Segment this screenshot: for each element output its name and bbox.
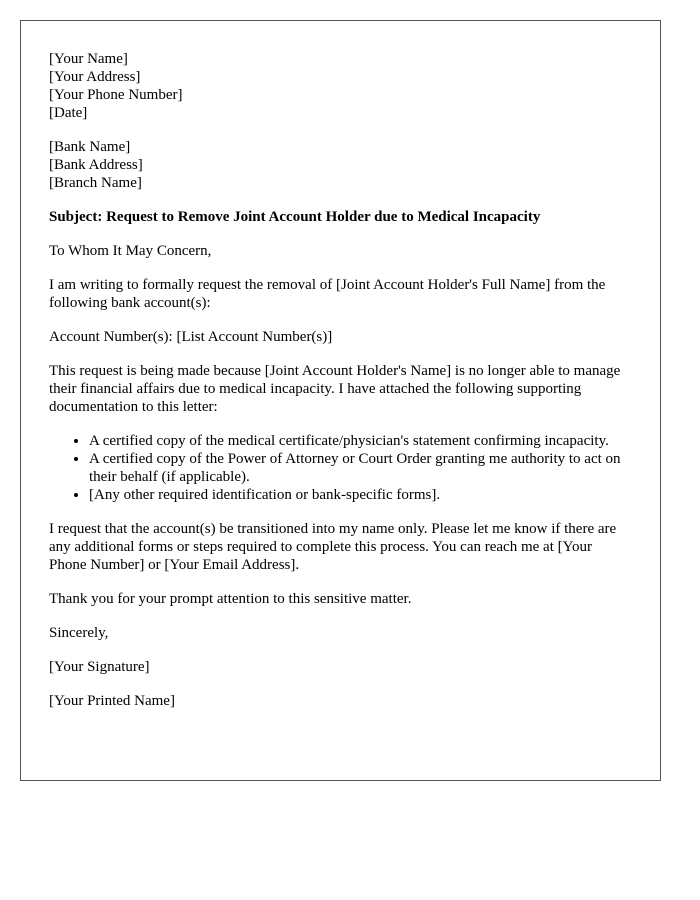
sender-phone: [Your Phone Number] bbox=[49, 87, 183, 103]
document-list bbox=[49, 432, 632, 504]
request-paragraph: I request that the account(s) be transitioned into my name only. Please let me know if there are any additional forms or steps required to complete this process. You can reach me at [Your Phone Number] or [Your Email Address]. bbox=[49, 521, 617, 573]
sender-address: [Your Address] bbox=[49, 69, 141, 85]
sender-block bbox=[49, 50, 632, 122]
closing: Sincerely, bbox=[49, 625, 109, 641]
list-item: • [Any other required identification or bank-specific forms]. bbox=[89, 486, 632, 504]
subject-line: Subject: Request to Remove Joint Account Holder due to Medical Incapacity bbox=[49, 209, 541, 225]
list-item: • A certified copy of the medical certificate/physician's statement confirming incapacity. bbox=[89, 432, 632, 450]
thanks-paragraph: Thank you for your prompt attention to this sensitive matter. bbox=[49, 591, 412, 607]
sender-name: [Your Name] bbox=[49, 51, 128, 67]
account-numbers: Account Number(s): [List Account Number(s)] bbox=[49, 329, 333, 345]
list-item: • A certified copy of the Power of Attorney or Court Order granting me authority to act on their behalf (if applicable). bbox=[89, 450, 632, 486]
bank-address: [Bank Address] bbox=[49, 157, 143, 173]
salutation: To Whom It May Concern, bbox=[49, 243, 212, 259]
letter bbox=[20, 20, 661, 781]
intro-paragraph: I am writing to formally request the removal of [Joint Account Holder's Full Name] from the following bank account(s): bbox=[49, 277, 606, 311]
signature: [Your Signature] bbox=[49, 659, 150, 675]
letter-date: [Date] bbox=[49, 105, 88, 121]
recipient-block bbox=[49, 138, 632, 192]
reason-paragraph: This request is being made because [Joint Account Holder's Name] is no longer able to manage their financial affairs due to medical incapacity. I have attached the following supporting documentation to this letter: bbox=[49, 363, 621, 415]
branch-name: [Branch Name] bbox=[49, 175, 142, 191]
bank-name: [Bank Name] bbox=[49, 139, 131, 155]
printed-name: [Your Printed Name] bbox=[49, 693, 175, 709]
